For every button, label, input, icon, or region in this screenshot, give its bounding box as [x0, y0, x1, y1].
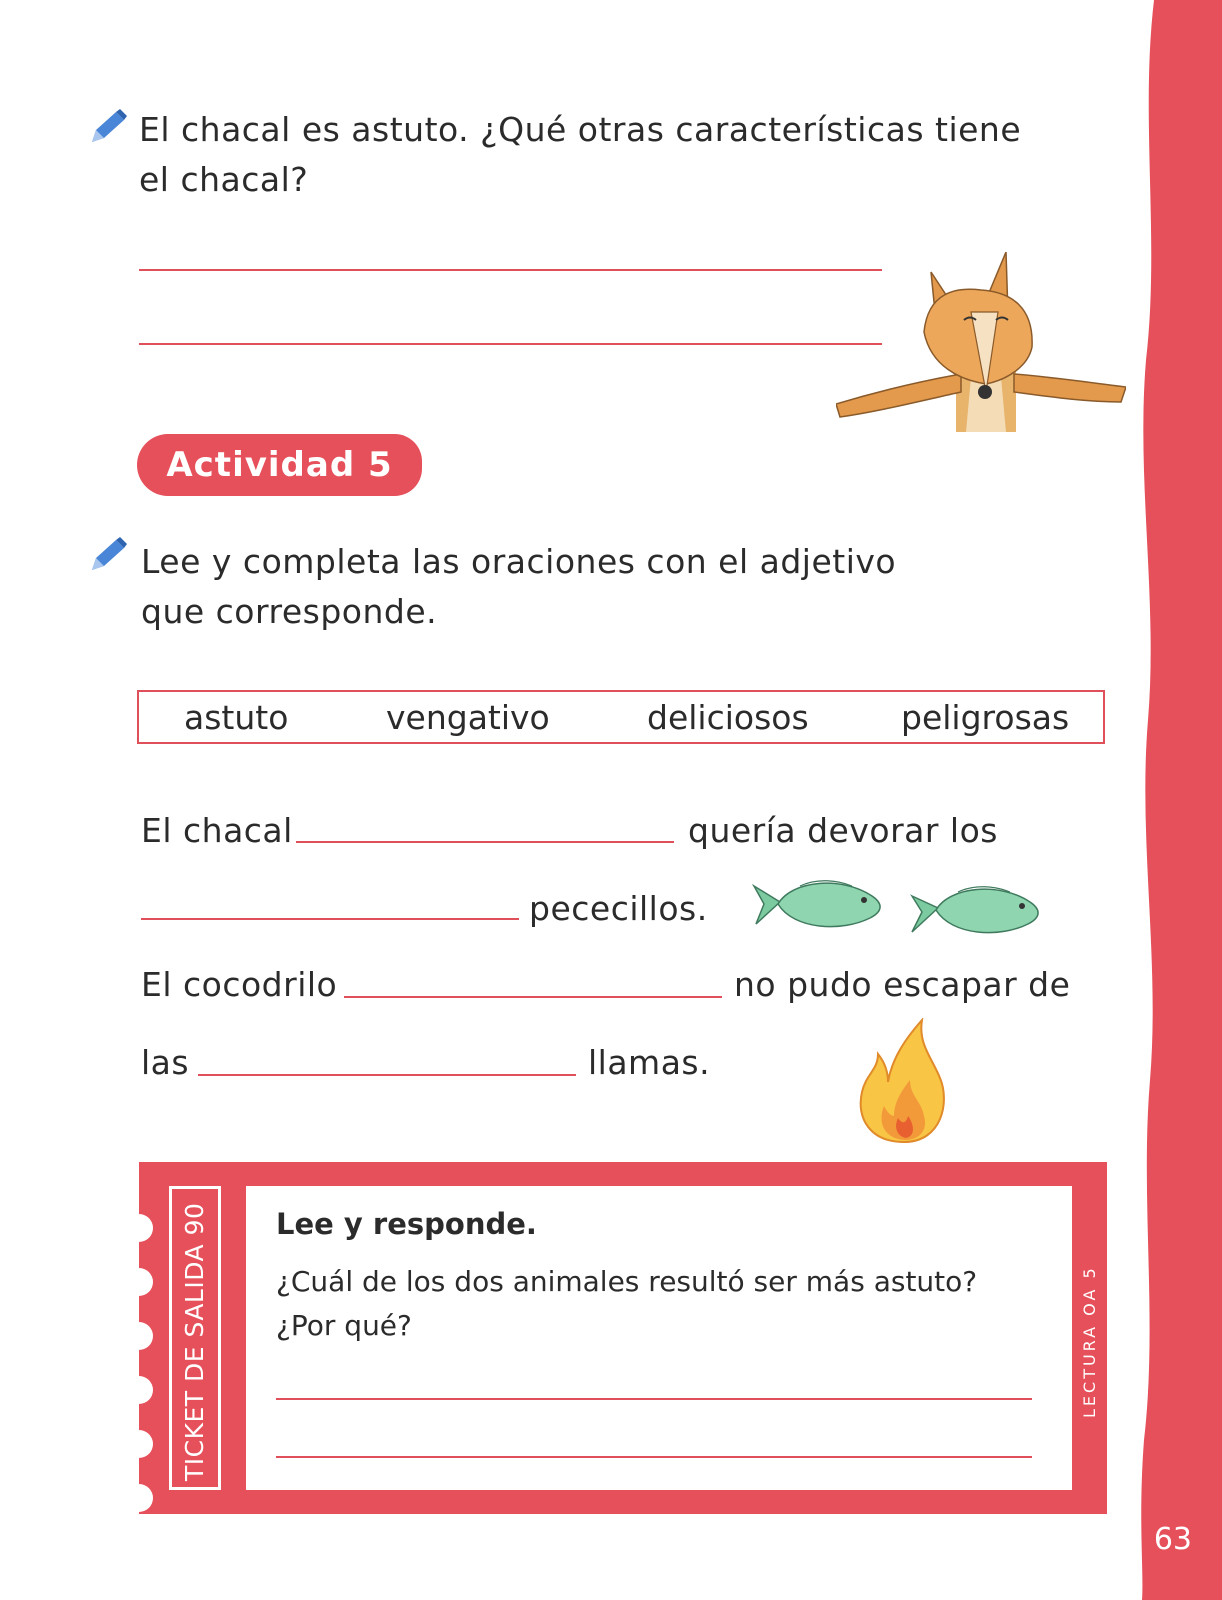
word-bank-item: deliciosos [647, 698, 809, 737]
ticket-question-line-2: ¿Por qué? [276, 1309, 412, 1342]
page-number: 63 [1153, 1522, 1192, 1557]
answer-line-1[interactable] [139, 269, 882, 271]
ticket-title: Lee y responde. [276, 1207, 537, 1241]
word-bank-item: peligrosas [901, 698, 1070, 737]
word-bank [137, 690, 1105, 744]
ticket-answer-line-2[interactable] [276, 1456, 1032, 1458]
page-edge-band [1132, 0, 1222, 1600]
ticket-notch [125, 1484, 153, 1512]
sentence-4-end: llamas. [588, 1043, 711, 1082]
ticket-answer-line-1[interactable] [276, 1398, 1032, 1400]
ticket-side-label: LECTURA OA 5 [1080, 1265, 1099, 1418]
fire-illustration [852, 1018, 956, 1144]
exit-ticket [139, 1162, 1107, 1514]
sentence-2-end: pececillos. [529, 889, 708, 928]
pencil-icon [86, 536, 128, 576]
fish-illustration [752, 872, 887, 936]
ticket-notch [125, 1376, 153, 1404]
sentence-3-start: El cocodrilo [141, 965, 338, 1004]
question-1 [139, 105, 1021, 205]
ticket-notch [125, 1430, 153, 1458]
word-bank-item: vengativo [386, 698, 550, 737]
ticket-question-line-1: ¿Cuál de los dos animales resultó ser más astuto? [276, 1265, 978, 1298]
blank-1[interactable] [296, 841, 674, 843]
sentence-3-end: no pudo escapar de [734, 965, 1071, 1004]
ticket-notch [125, 1214, 153, 1242]
word-bank-item: astuto [184, 698, 289, 737]
question-1-line-1: El chacal es astuto. ¿Qué otras características tiene [139, 110, 1022, 149]
activity-title-badge: Actividad 5 [137, 434, 422, 496]
blank-4[interactable] [198, 1074, 576, 1076]
pencil-icon [86, 108, 128, 148]
blank-2[interactable] [141, 918, 519, 920]
ticket-label: TICKET DE SALIDA 90 [180, 1202, 209, 1481]
answer-line-2[interactable] [139, 343, 882, 345]
blank-3[interactable] [344, 996, 722, 998]
instruction-line-2: que corresponde. [141, 592, 438, 631]
sentence-1-end: quería devorar los [688, 811, 998, 850]
ticket-notch [125, 1268, 153, 1296]
ticket-question [276, 1260, 977, 1348]
fish-illustration [910, 876, 1045, 940]
instruction [141, 537, 896, 637]
question-1-line-2: el chacal? [139, 160, 309, 199]
ticket-label-frame [169, 1186, 221, 1490]
ticket-notch [125, 1322, 153, 1350]
sentence-1-start: El chacal [141, 811, 293, 850]
sentence-4-start: las [141, 1043, 190, 1082]
jackal-illustration [836, 252, 1126, 442]
instruction-line-1: Lee y completa las oraciones con el adjetivo [141, 542, 897, 581]
ticket-content [246, 1186, 1072, 1490]
